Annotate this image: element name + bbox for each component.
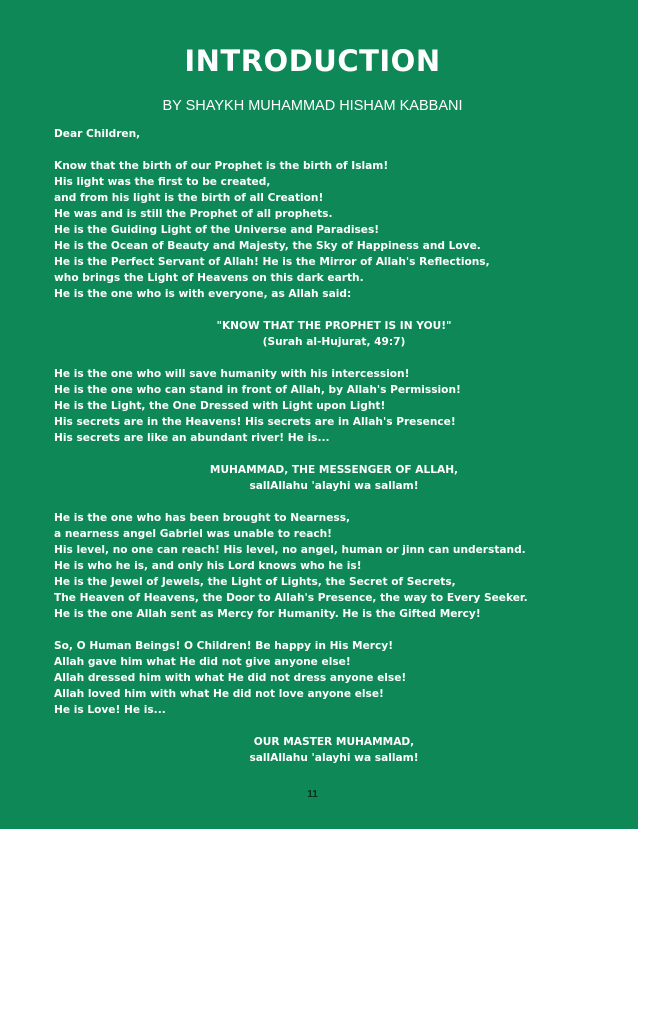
quote-line: MUHAMMAD, THE MESSENGER OF ALLAH,: [209, 464, 459, 476]
greeting: Dear Children,: [54, 128, 141, 140]
paragraph-line: Know that the birth of our Prophet is the birth of Islam!: [54, 160, 389, 172]
paragraph-line: He is the Ocean of Beauty and Majesty, the Sky of Happiness and Love.: [54, 240, 481, 252]
paragraph-line: and from his light is the birth of all Creation!: [54, 192, 324, 204]
quote-citation: (Surah al-Hujurat, 49:7): [262, 336, 406, 348]
paragraph-line: He is the one Allah sent as Mercy for Humanity. He is the Gifted Mercy!: [54, 608, 481, 620]
paragraph-2: [54, 366, 614, 446]
paragraph-line: Allah loved him with what He did not love anyone else!: [54, 688, 384, 700]
paragraph-line: He is the one who can stand in front of Allah, by Allah's Permission!: [54, 384, 461, 396]
quote-line: "KNOW THAT THE PROPHET IS IN YOU!": [216, 320, 452, 332]
paragraph-line: He is who he is, and only his Lord knows who he is!: [54, 560, 362, 572]
paragraph-line: He is the Guiding Light of the Universe and Paradises!: [54, 224, 380, 236]
paragraph-4: [54, 638, 614, 718]
paragraph-line: His secrets are like an abundant river! He is...: [54, 432, 330, 444]
paragraph-1: [54, 158, 614, 302]
page-title: INTRODUCTION: [184, 44, 441, 78]
paragraph-line: His level, no one can reach! His level, no angel, human or jinn can understand.: [54, 544, 526, 556]
paragraph-line: He is the Light, the One Dressed with Light upon Light!: [54, 400, 386, 412]
paragraph-line: He is the one who is with everyone, as Allah said:: [54, 288, 352, 300]
paragraph-line: He is the Jewel of Jewels, the Light of Lights, the Secret of Secrets,: [54, 576, 456, 588]
quote-1: [54, 318, 614, 350]
paragraph-line: He was and is still the Prophet of all prophets.: [54, 208, 333, 220]
paragraph-line: He is the Perfect Servant of Allah! He is the Mirror of Allah's Reflections,: [54, 256, 490, 268]
paragraph-line: His secrets are in the Heavens! His secrets are in Allah's Presence!: [54, 416, 456, 428]
paragraph-line: The Heaven of Heavens, the Door to Allah's Presence, the way to Every Seeker.: [54, 592, 528, 604]
quote-line: sallAllahu 'alayhi wa sallam!: [249, 480, 419, 492]
paragraph-line: He is the one who has been brought to Nearness,: [54, 512, 351, 524]
paragraph-line: His light was the first to be created,: [54, 176, 271, 188]
paragraph-line: who brings the Light of Heavens on this dark earth.: [54, 272, 364, 284]
paragraph-line: a nearness angel Gabriel was unable to reach!: [54, 528, 333, 540]
quote-line: OUR MASTER MUHAMMAD,: [253, 736, 415, 748]
quote-2: [54, 462, 614, 494]
paragraph-line: Allah gave him what He did not give anyone else!: [54, 656, 351, 668]
paragraph-line: Allah dressed him with what He did not dress anyone else!: [54, 672, 407, 684]
body-text: [54, 126, 614, 766]
paragraph-3: [54, 510, 614, 622]
paragraph-line: He is the one who will save humanity with his intercession!: [54, 368, 410, 380]
quote-line: sallAllahu 'alayhi wa sallam!: [249, 752, 419, 764]
author-byline: BY SHAYKH MUHAMMAD HISHAM KABBANI: [162, 98, 463, 114]
quote-3: [54, 734, 614, 766]
paragraph-line: So, O Human Beings! O Children! Be happy in His Mercy!: [54, 640, 394, 652]
page-number: 11: [307, 789, 318, 800]
paragraph-line: He is Love! He is...: [54, 704, 166, 716]
